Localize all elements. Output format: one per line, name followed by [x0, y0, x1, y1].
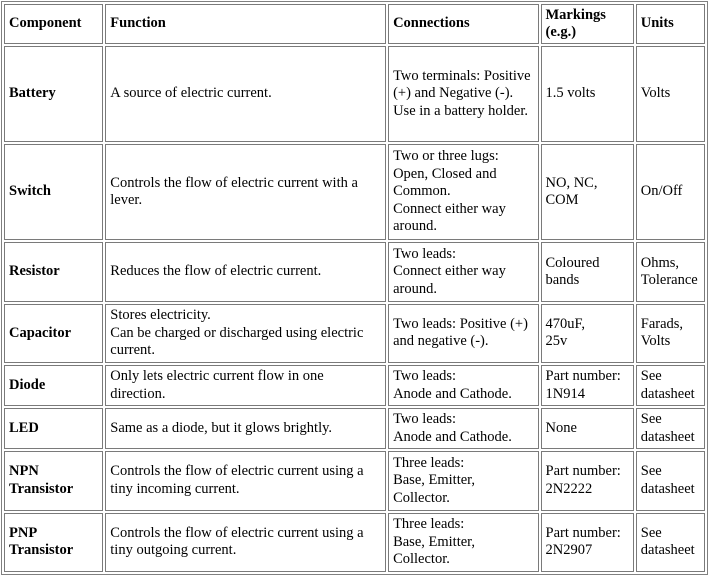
- connections-cell: [388, 46, 538, 142]
- connections-line: Three leads:: [393, 454, 465, 471]
- units-cell: [636, 144, 705, 241]
- markings-line: Part number: 1N914: [545, 368, 621, 402]
- units-cell: [636, 513, 705, 572]
- units-line: See datasheet: [640, 524, 695, 559]
- table-row: [4, 46, 705, 142]
- component-name: Battery: [4, 46, 103, 142]
- connections-cell: [388, 242, 538, 301]
- component-name: Capacitor: [4, 304, 103, 363]
- connections-cell: [388, 451, 538, 510]
- markings-cell: [541, 451, 634, 510]
- table-row: [4, 144, 705, 241]
- header-markings: Markings (e.g.): [541, 4, 634, 44]
- component-name: LED: [4, 408, 103, 449]
- connections-line: Two leads:: [393, 245, 457, 262]
- component-name: Diode: [4, 365, 103, 406]
- function-line: Controls the flow of electric current with a lever.: [110, 174, 358, 209]
- function-line: A source of electric current.: [110, 85, 272, 102]
- table-row: [4, 365, 705, 406]
- function-cell: [105, 242, 386, 301]
- function-cell: [105, 304, 386, 363]
- connections-line: Anode and Cathode.: [393, 428, 512, 445]
- connections-line: Anode and Cathode.: [393, 385, 512, 402]
- connections-line: Two terminals: Positive (+) and Negative (-).: [393, 67, 531, 102]
- table-row: [4, 513, 705, 572]
- connections-line: Use in a battery holder.: [393, 102, 528, 119]
- connections-line: Base, Emitter, Collector.: [393, 533, 476, 568]
- table-row: [4, 304, 705, 363]
- units-cell: [636, 451, 705, 510]
- units-line: On/Off: [640, 183, 683, 200]
- markings-cell: [541, 242, 634, 301]
- connections-line: Two leads:: [393, 411, 457, 428]
- markings-cell: [541, 144, 634, 241]
- header-component: Component: [4, 4, 103, 44]
- units-line: See datasheet: [640, 368, 695, 402]
- function-cell: [105, 513, 386, 572]
- connections-cell: [388, 365, 538, 406]
- components-table: [1, 1, 708, 575]
- component-name: Resistor: [4, 242, 103, 301]
- function-line: Stores electricity.: [110, 307, 211, 324]
- connections-cell: [388, 144, 538, 241]
- component-name: Switch: [4, 144, 103, 241]
- component-name: NPN Transistor: [4, 451, 103, 510]
- markings-line: 1.5 volts: [545, 85, 596, 102]
- function-cell: [105, 144, 386, 241]
- markings-cell: [541, 46, 634, 142]
- table-row: [4, 408, 705, 449]
- table-row: [4, 451, 705, 510]
- header-units: Units: [636, 4, 705, 44]
- connections-line: Two leads:: [393, 368, 457, 385]
- connections-line: Two leads: Positive (+) and negative (-).: [393, 315, 528, 350]
- header-row: [4, 4, 705, 44]
- function-line: Same as a diode, but it glows brightly.: [110, 419, 333, 436]
- header-function: Function: [105, 4, 386, 44]
- markings-cell: [541, 304, 634, 363]
- function-cell: [105, 365, 386, 406]
- markings-cell: [541, 365, 634, 406]
- units-cell: [636, 304, 705, 363]
- units-line: Ohms, Tolerance: [640, 254, 698, 289]
- component-name: PNP Transistor: [4, 513, 103, 572]
- markings-line: Coloured bands: [545, 254, 600, 289]
- connections-line: Base, Emitter, Collector.: [393, 472, 476, 506]
- header-connections: Connections: [388, 4, 538, 44]
- connections-cell: [388, 513, 538, 572]
- function-cell: [105, 451, 386, 510]
- markings-line: NO, NC, COM: [545, 174, 598, 209]
- markings-line: None: [545, 419, 577, 436]
- units-cell: [636, 408, 705, 449]
- units-cell: [636, 46, 705, 142]
- function-cell: [105, 46, 386, 142]
- units-cell: [636, 365, 705, 406]
- function-line: Only lets electric current flow in one direction.: [110, 368, 324, 402]
- markings-line: 470uF,: [545, 315, 586, 332]
- markings-line: 25v: [545, 333, 568, 350]
- markings-cell: [541, 513, 634, 572]
- connections-line: Connect either way around.: [393, 263, 506, 297]
- units-line: See datasheet: [640, 411, 695, 445]
- function-cell: [105, 408, 386, 449]
- units-line: See datasheet: [640, 463, 695, 497]
- function-line: Can be charged or discharged using electric current.: [110, 324, 364, 359]
- table-row: [4, 242, 705, 301]
- connections-line: Connect either way around.: [393, 200, 506, 235]
- markings-line: Part number: 2N2907: [545, 524, 621, 559]
- markings-cell: [541, 408, 634, 449]
- function-line: Controls the flow of electric current using a tiny outgoing current.: [110, 524, 364, 559]
- connections-cell: [388, 304, 538, 363]
- connections-line: Three leads:: [393, 516, 465, 533]
- units-line: Farads, Volts: [640, 315, 684, 350]
- connections-cell: [388, 408, 538, 449]
- function-line: Reduces the flow of electric current.: [110, 263, 322, 280]
- units-cell: [636, 242, 705, 301]
- markings-line: Part number: 2N2222: [545, 463, 621, 497]
- function-line: Controls the flow of electric current using a tiny incoming current.: [110, 463, 364, 497]
- units-line: Volts: [640, 85, 671, 102]
- connections-line: Two or three lugs: Open, Closed and Common.: [393, 148, 499, 200]
